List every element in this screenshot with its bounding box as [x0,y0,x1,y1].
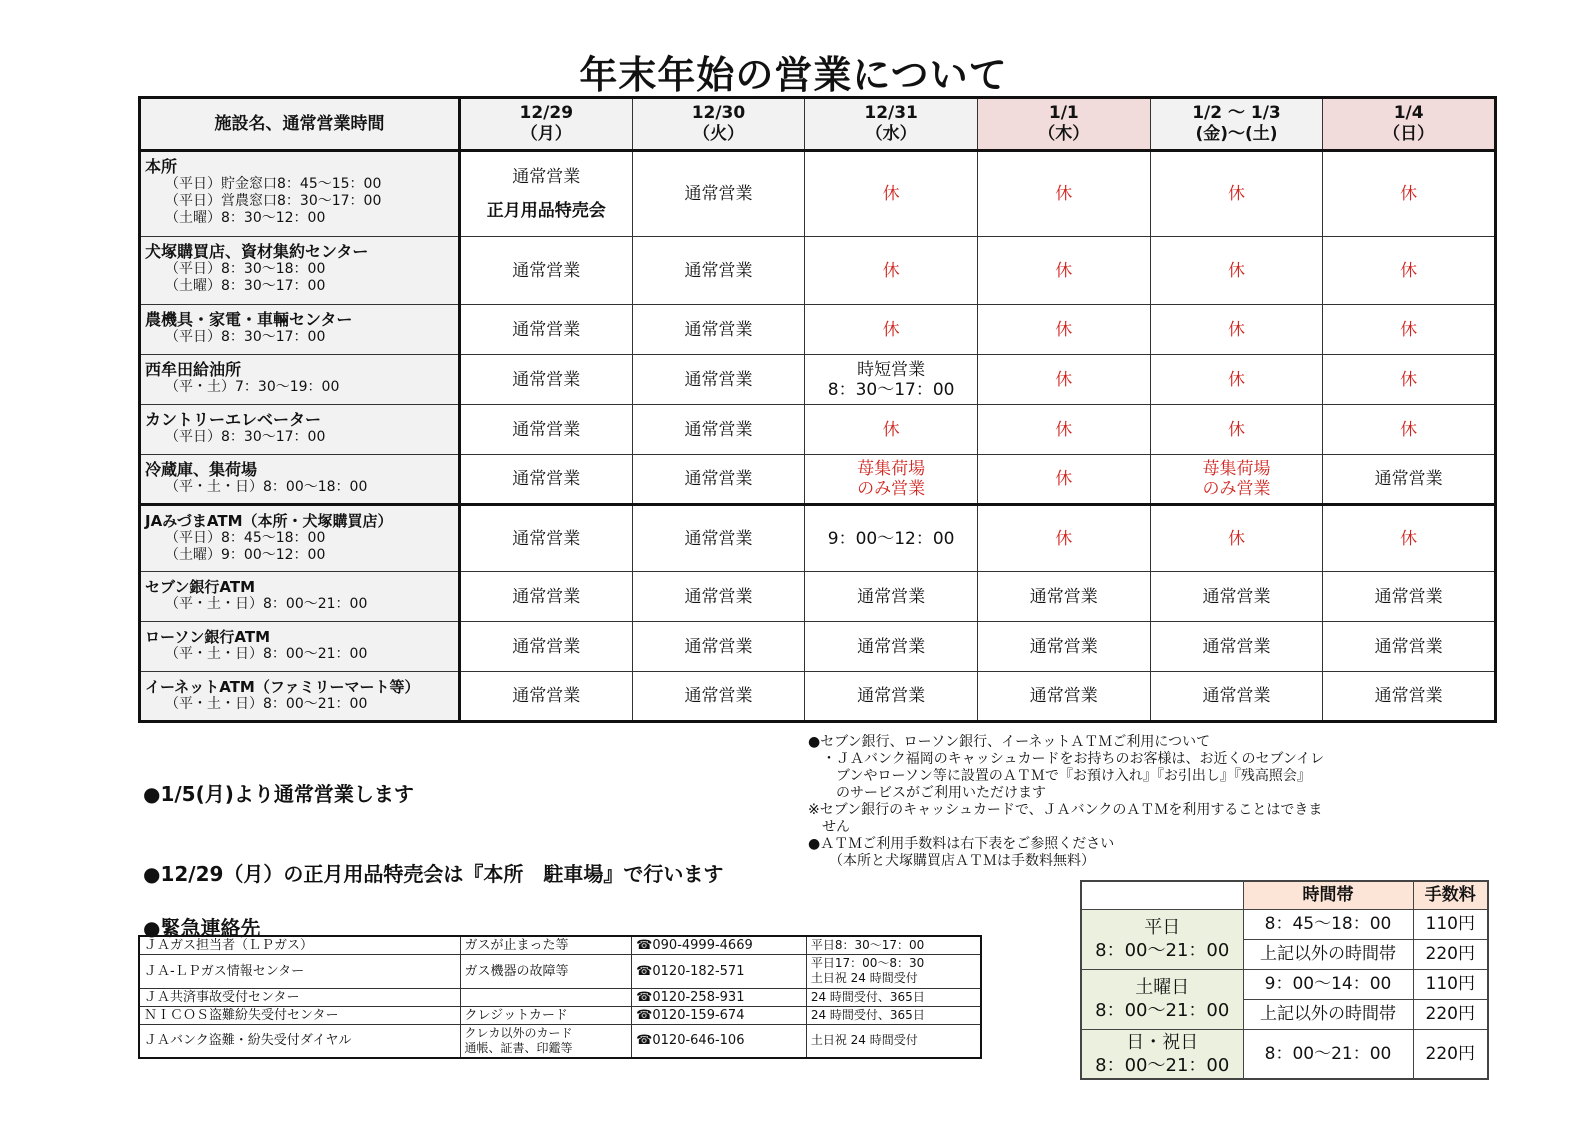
table-row [139,936,981,954]
status-cell: 通常営業 [632,237,805,305]
page-title: 年末年始の営業について [579,53,1008,97]
status-cell: 通常営業 [1323,622,1496,672]
fee-time: 9：00～14：00 [1243,969,1413,999]
table-row [140,455,1496,505]
table-row [140,622,1496,672]
fee-amount: 220円 [1413,939,1488,969]
status-cell: 休 [805,151,978,237]
phone-icon: ☎ [636,937,653,953]
status-cell: 休 [977,505,1150,572]
contact-tel[interactable]: ☎0120-182-571 [632,954,807,988]
facility-cell: 本所 （平日）貯金窓口8：45～15：00 （平日）営農窓口8：30～17：00 （土曜）8：30～12：00 [140,151,460,237]
status-cell: 休 [977,355,1150,405]
contact-name: ＪＡ-ＬＰガス情報センター [139,954,460,988]
fee-time: 8：45～18：00 [1243,909,1413,939]
phone-icon: ☎ [636,1033,653,1049]
status-cell: 休 [1150,305,1323,355]
contact-time: 24 時間受付、365日 [806,1006,981,1024]
fee-time: 上記以外の時間帯 [1243,939,1413,969]
status-cell: 通常営業 [632,151,805,237]
resume-note: ●1/5(月)より通常営業します [143,782,414,806]
status-cell: 9：00～12：00 [805,505,978,572]
status-cell: 苺集荷場 のみ営業 [805,455,978,505]
status-cell: 通常営業 [632,405,805,455]
status-cell: 休 [1323,305,1496,355]
status-cell: 休 [977,405,1150,455]
contact-case: ガスが止まった等 [460,936,632,954]
status-cell: 休 [977,455,1150,505]
header-facility: 施設名、通常営業時間 [140,98,460,151]
status-cell: 通常営業 [632,305,805,355]
status-cell: 休 [1150,237,1323,305]
table-row [139,1024,981,1058]
emergency-title: ●緊急連絡先 [143,916,261,940]
status-cell: 通常営業 正月用品特売会 [459,151,632,237]
table-row [139,988,981,1006]
fee-amount: 220円 [1413,1029,1488,1079]
status-cell: 通常営業 [459,672,632,722]
contact-case [460,988,632,1006]
status-cell: 通常営業 [1323,572,1496,622]
header-date: 12/31 （水） [805,98,978,151]
status-cell: 通常営業 [459,455,632,505]
table-row [140,572,1496,622]
facility-cell: イーネットATM（ファミリーマート等） （平・土・日）8：00～21：00 [140,672,460,722]
sale-note: ●12/29（月）の正月用品特売会は『本所 駐車場』で行います [143,862,724,886]
facility-cell: カントリーエレベーター （平日）8：30～17：00 [140,405,460,455]
phone-icon: ☎ [636,989,653,1005]
header-date-holiday: 1/4 （日） [1323,98,1496,151]
contact-time: 24 時間受付、365日 [806,988,981,1006]
status-cell: 通常営業 [459,622,632,672]
status-cell: 休 [1323,237,1496,305]
contact-time: 土日祝 24 時間受付 [806,1024,981,1058]
status-cell: 休 [1323,151,1496,237]
phone-icon: ☎ [636,1007,653,1023]
facility-cell: JAみづまATM（本所・犬塚購買店） （平日）8：45～18：00 （土曜）9：00～12：00 [140,505,460,572]
header-date: 12/30 （火） [632,98,805,151]
status-cell: 休 [977,151,1150,237]
facility-cell: 西牟田給油所 （平・土）7：30～19：00 [140,355,460,405]
table-row [139,954,981,988]
table-row [140,151,1496,237]
schedule-table [138,96,1497,723]
table-row [140,672,1496,722]
status-cell: 苺集荷場 のみ営業 [1150,455,1323,505]
status-cell: 休 [805,405,978,455]
contact-case: ガス機器の故障等 [460,954,632,988]
contact-time: 平日17：00～8：30 土日祝 24 時間受付 [806,954,981,988]
contact-name: ＮＩＣＯＳ盗難紛失受付センター [139,1006,460,1024]
contact-tel[interactable]: ☎0120-646-106 [632,1024,807,1058]
fee-amount: 220円 [1413,999,1488,1029]
status-cell: 通常営業 [459,237,632,305]
status-cell: 休 [1323,505,1496,572]
fee-day-holiday: 日・祝日 8：00～21：00 [1081,1029,1243,1079]
atm-note-line: （本所と犬塚購買店ＡＴＭは手数料無料） [808,853,1095,869]
header-date: 1/2 ～ 1/3 (金)～(土) [1150,98,1323,151]
table-row [140,305,1496,355]
status-cell: 通常営業 [1150,572,1323,622]
fee-time: 上記以外の時間帯 [1243,999,1413,1029]
header-date: 12/29 （月） [459,98,632,151]
status-cell: 通常営業 [632,572,805,622]
table-row [140,405,1496,455]
status-cell: 通常営業 [805,622,978,672]
fee-header-fee: 手数料 [1413,881,1488,909]
status-cell: 休 [1323,405,1496,455]
status-cell: 休 [1323,355,1496,405]
status-cell: 通常営業 [1323,455,1496,505]
table-row [140,355,1496,405]
atm-note-line: せん [808,819,850,835]
contact-tel[interactable]: ☎0120-159-674 [632,1006,807,1024]
phone-icon: ☎ [636,963,653,979]
fee-day-weekday: 平日 8：00～21：00 [1081,909,1243,969]
status-cell: 通常営業 [1150,672,1323,722]
status-cell: 通常営業 [977,622,1150,672]
contact-time: 平日8：30～17：00 [806,936,981,954]
contact-tel[interactable]: ☎090-4999-4669 [632,936,807,954]
status-cell: 通常営業 [632,672,805,722]
status-cell: 通常営業 [632,455,805,505]
facility-cell: セブン銀行ATM （平・土・日）8：00～21：00 [140,572,460,622]
contact-tel[interactable]: ☎0120-258-931 [632,988,807,1006]
atm-note-line: のサービスがご利用いただけます [808,785,1046,801]
status-cell: 休 [1150,405,1323,455]
facility-cell: 犬塚購買店、資材集約センター （平日）8：30～18：00 （土曜）8：30～17：00 [140,237,460,305]
atm-note-line: ※セブン銀行のキャッシュカードで、ＪＡバンクのＡＴＭを利用することはできま [808,802,1323,818]
fee-amount: 110円 [1413,969,1488,999]
fee-header-time: 時間帯 [1243,881,1413,909]
contact-name: ＪＡ共済事故受付センター [139,988,460,1006]
atm-notes [808,734,1408,870]
status-cell: 休 [1150,505,1323,572]
status-cell: 休 [977,305,1150,355]
table-row [139,1006,981,1024]
status-cell: 休 [977,237,1150,305]
status-cell: 通常営業 [977,572,1150,622]
fee-amount: 110円 [1413,909,1488,939]
status-cell: 通常営業 [459,505,632,572]
status-cell: 通常営業 [459,405,632,455]
status-cell: 通常営業 [805,672,978,722]
status-cell: 通常営業 [459,305,632,355]
status-cell: 休 [1150,151,1323,237]
status-cell: 通常営業 [805,572,978,622]
contact-case: クレジットカード [460,1006,632,1024]
header-date-holiday: 1/1 （木） [977,98,1150,151]
status-cell: 通常営業 [1323,672,1496,722]
status-cell: 休 [805,305,978,355]
facility-cell: 冷蔵庫、集荷場 （平・土・日）8：00～18：00 [140,455,460,505]
status-cell: 通常営業 [632,355,805,405]
table-row [140,505,1496,572]
emergency-table [138,935,982,1059]
atm-note-line: ●セブン銀行、ローソン銀行、イーネットＡＴＭご利用について [808,734,1211,750]
status-cell: 休 [1150,355,1323,405]
status-cell: 通常営業 [977,672,1150,722]
status-cell: 通常営業 [1150,622,1323,672]
table-row [140,237,1496,305]
status-cell: 通常営業 [632,505,805,572]
contact-case: クレカ以外のカード 通帳、証書、印鑑等 [460,1024,632,1058]
contact-name: ＪＡガス担当者（ＬＰガス） [139,936,460,954]
status-cell: 時短営業 8：30～17：00 [805,355,978,405]
fee-day-saturday: 土曜日 8：00～21：00 [1081,969,1243,1029]
status-cell: 通常営業 [459,355,632,405]
status-cell: 通常営業 [459,572,632,622]
atm-note-line: ●ＡＴＭご利用手数料は右下表をご参照ください [808,836,1115,852]
facility-cell: ローソン銀行ATM （平・土・日）8：00～21：00 [140,622,460,672]
status-cell: 休 [805,237,978,305]
fee-time: 8：00～21：00 [1243,1029,1413,1079]
fee-corner [1081,881,1243,909]
contact-name: ＪＡバンク盗難・紛失受付ダイヤル [139,1024,460,1058]
facility-cell: 農機具・家電・車輛センター （平日）8：30～17：00 [140,305,460,355]
atm-fee-table [1080,880,1489,1080]
atm-note-line: ・ＪＡバンク福岡のキャッシュカードをお持ちのお客様は、お近くのセブンイレ [808,751,1325,767]
status-cell: 通常営業 [632,622,805,672]
atm-note-line: ブンやローソン等に設置のＡＴＭで『お預け入れ』『お引出し』『残高照会』 [808,768,1311,784]
